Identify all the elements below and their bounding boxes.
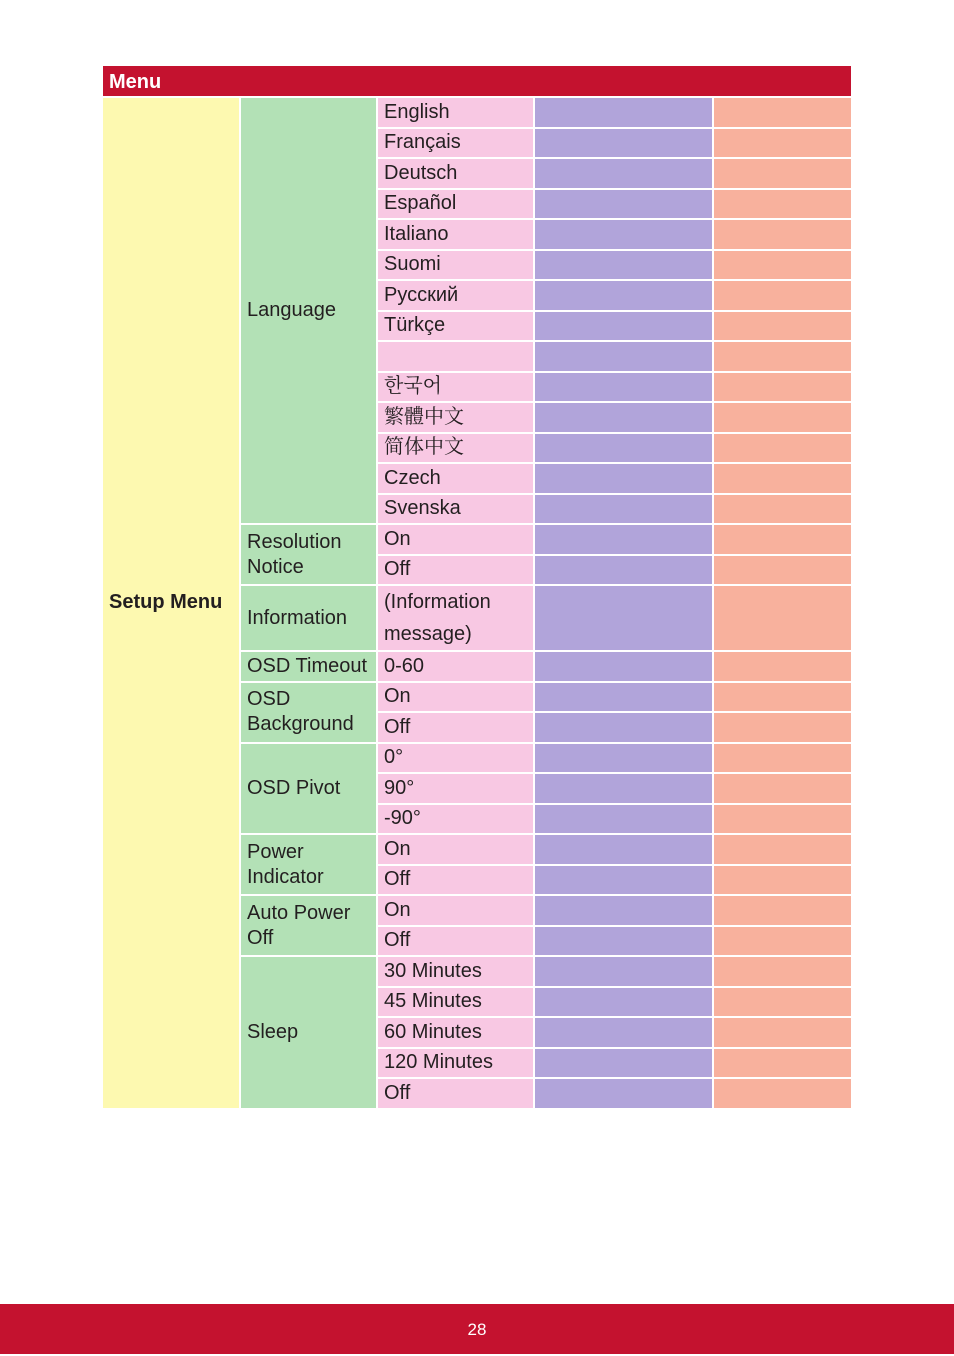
option-cell: Français (377, 128, 534, 159)
blank-cell (534, 1017, 713, 1048)
option-cell: Deutsch (377, 158, 534, 189)
option-cell: Off (377, 926, 534, 957)
option-cell (377, 341, 534, 372)
blank-cell (534, 956, 713, 987)
menu-body (103, 97, 851, 1109)
blank-cell (713, 494, 851, 525)
blank-cell (534, 987, 713, 1018)
option-cell: Türkçe (377, 311, 534, 342)
option-cell: 한국어 (377, 372, 534, 403)
blank-cell (534, 1048, 713, 1079)
option-cell: 简体中文 (377, 433, 534, 464)
menu-header: Menu (103, 66, 851, 97)
option-cell: 30 Minutes (377, 956, 534, 987)
option-cell: 繁體中文 (377, 402, 534, 433)
menu-table (103, 66, 851, 1110)
option-cell: 120 Minutes (377, 1048, 534, 1079)
blank-cell (713, 865, 851, 896)
blank-cell (713, 651, 851, 682)
blank-cell (534, 402, 713, 433)
blank-cell (534, 1078, 713, 1109)
blank-cell (713, 804, 851, 835)
blank-cell (713, 585, 851, 651)
option-cell: 45 Minutes (377, 987, 534, 1018)
blank-cell (534, 926, 713, 957)
blank-cell (534, 341, 713, 372)
blank-cell (534, 219, 713, 250)
option-cell: Español (377, 189, 534, 220)
level1-cell: Setup Menu (103, 97, 240, 1109)
blank-cell (713, 433, 851, 464)
blank-cell (534, 804, 713, 835)
blank-cell (713, 128, 851, 159)
page-number: 28 (467, 1320, 487, 1339)
blank-cell (713, 463, 851, 494)
blank-cell (713, 682, 851, 713)
blank-cell (534, 97, 713, 128)
submenu-cell: Power Indicator (240, 834, 377, 895)
blank-cell (713, 280, 851, 311)
blank-cell (713, 834, 851, 865)
option-cell: Svenska (377, 494, 534, 525)
option-cell: Off (377, 555, 534, 586)
submenu-cell: Sleep (240, 956, 377, 1109)
blank-cell (713, 987, 851, 1018)
blank-cell (713, 402, 851, 433)
blank-cell (713, 555, 851, 586)
blank-cell (534, 712, 713, 743)
option-cell: -90° (377, 804, 534, 835)
blank-cell (713, 341, 851, 372)
blank-cell (534, 494, 713, 525)
option-cell: Czech (377, 463, 534, 494)
blank-cell (534, 372, 713, 403)
submenu-cell: Information (240, 585, 377, 651)
blank-cell (534, 189, 713, 220)
option-cell: On (377, 682, 534, 713)
blank-cell (713, 219, 851, 250)
option-cell: 60 Minutes (377, 1017, 534, 1048)
option-cell: Off (377, 712, 534, 743)
blank-cell (534, 555, 713, 586)
submenu-cell: OSD Timeout (240, 651, 377, 682)
option-cell: Русский (377, 280, 534, 311)
blank-cell (713, 926, 851, 957)
blank-cell (713, 189, 851, 220)
blank-cell (534, 250, 713, 281)
submenu-cell: Auto Power Off (240, 895, 377, 956)
submenu-cell: OSD Background (240, 682, 377, 743)
option-cell: Suomi (377, 250, 534, 281)
option-cell: On (377, 834, 534, 865)
blank-cell (713, 712, 851, 743)
blank-cell (534, 585, 713, 651)
blank-cell (534, 865, 713, 896)
blank-cell (534, 280, 713, 311)
blank-cell (713, 1048, 851, 1079)
blank-cell (534, 834, 713, 865)
option-cell: Off (377, 1078, 534, 1109)
option-cell: 0-60 (377, 651, 534, 682)
blank-cell (534, 158, 713, 189)
blank-cell (534, 743, 713, 774)
blank-cell (713, 956, 851, 987)
blank-cell (713, 97, 851, 128)
option-cell: On (377, 895, 534, 926)
blank-cell (713, 1078, 851, 1109)
option-cell: Off (377, 865, 534, 896)
option-cell: (Information message) (377, 585, 534, 651)
submenu-cell: OSD Pivot (240, 743, 377, 835)
blank-cell (713, 250, 851, 281)
submenu-cell: Resolution Notice (240, 524, 377, 585)
blank-cell (534, 463, 713, 494)
submenu-cell: Language (240, 97, 377, 524)
option-cell: On (377, 524, 534, 555)
blank-cell (534, 524, 713, 555)
blank-cell (713, 1017, 851, 1048)
blank-cell (534, 128, 713, 159)
blank-cell (713, 311, 851, 342)
blank-cell (713, 773, 851, 804)
blank-cell (713, 524, 851, 555)
blank-cell (713, 372, 851, 403)
blank-cell (534, 433, 713, 464)
blank-cell (534, 682, 713, 713)
blank-cell (534, 651, 713, 682)
page-footer (0, 1304, 954, 1354)
table-row (103, 97, 851, 128)
blank-cell (534, 895, 713, 926)
blank-cell (534, 311, 713, 342)
option-cell: 90° (377, 773, 534, 804)
blank-cell (713, 743, 851, 774)
blank-cell (713, 895, 851, 926)
blank-cell (713, 158, 851, 189)
option-cell: Italiano (377, 219, 534, 250)
option-cell: 0° (377, 743, 534, 774)
blank-cell (534, 773, 713, 804)
option-cell: English (377, 97, 534, 128)
